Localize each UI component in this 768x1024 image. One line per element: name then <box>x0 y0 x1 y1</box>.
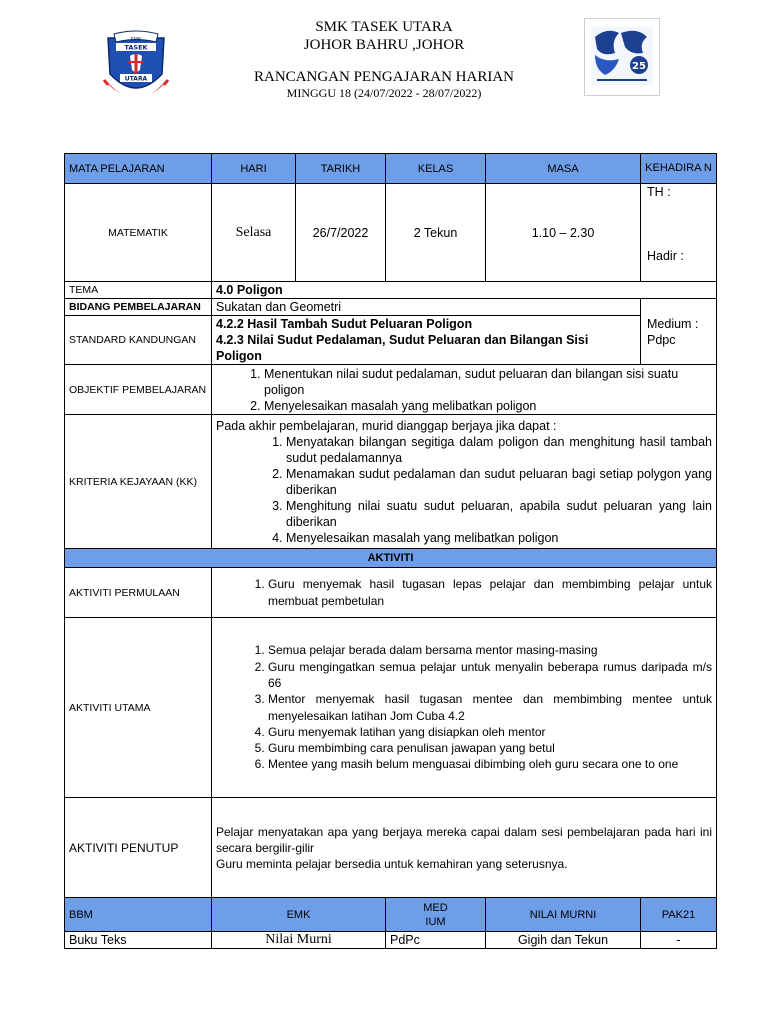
utama-item: 2. Guru mengingatkan semua pelajar untuk menyalin beberapa rumus daripada m/s 66 <box>268 659 712 692</box>
kriteria-item: 1. Menyatakan bilangan segitiga dalam poligon dan menghitung hasil tambah sudut pedalamannya <box>286 434 712 466</box>
svg-text:SMK: SMK <box>130 37 142 43</box>
penutup-label: AKTIVITI PENUTUP <box>65 798 212 898</box>
pak21-header: PAK21 <box>641 898 717 932</box>
utama-item: 5. Guru membimbing cara penulisan jawapan yang betul <box>268 740 712 756</box>
svg-text:TASEK: TASEK <box>124 43 148 52</box>
bbm-header: BBM <box>65 898 212 932</box>
medium-value: PdPc <box>386 932 486 949</box>
kriteria-intro: Pada akhir pembelajaran, murid dianggap berjaya jika dapat : <box>216 418 557 433</box>
tema-label: TEMA <box>65 282 212 299</box>
info-values-row <box>65 184 717 282</box>
utama-row <box>65 618 717 798</box>
utama-item: 6. Mentee yang masih belum menguasai dibimbing oleh guru secara one to one <box>268 756 712 772</box>
penutup-row <box>65 798 717 898</box>
footer-header-row <box>65 898 717 932</box>
header-attendance: KEHADIRA N <box>641 154 717 184</box>
standard-value <box>212 316 641 365</box>
document-header <box>0 0 768 150</box>
penutup-cell <box>212 798 717 898</box>
standard-item: 4.2.3 Nilai Sudut Pedalaman, Sudut Peluaran dan Bilangan Sisi Poligon <box>216 333 589 363</box>
objektif-cell <box>212 365 717 415</box>
utama-cell <box>212 618 717 798</box>
penutup-line: Guru meminta pelajar bersedia untuk kemahiran yang seterusnya. <box>216 856 568 871</box>
objektif-item: 1. Menentukan nilai sudut pedalaman, sudut peluaran dan bilangan sisi suatu poligon <box>264 366 712 398</box>
permulaan-row <box>65 568 717 618</box>
standard-item: 4.2.2 Hasil Tambah Sudut Peluaran Poligon <box>216 317 473 331</box>
permulaan-label: AKTIVITI PERMULAAN <box>65 568 212 618</box>
attendance-hadir: Hadir : <box>647 249 684 263</box>
header-subject: MATA PELAJARAN <box>65 154 212 184</box>
tema-value: 4.0 Poligon <box>212 282 717 299</box>
aktiviti-heading-row <box>65 549 717 568</box>
header-date: TARIKH <box>296 154 386 184</box>
kriteria-label: KRITERIA KEJAYAAN (KK) <box>65 415 212 549</box>
time-value: 1.10 – 2.30 <box>486 184 641 282</box>
bidang-row <box>65 299 717 316</box>
svg-text:25: 25 <box>632 61 646 72</box>
document-title: RANCANGAN PENGAJARAN HARIAN <box>253 69 514 85</box>
bbm-value: Buku Teks <box>65 932 212 949</box>
header-time: MASA <box>486 154 641 184</box>
anniversary-logo <box>584 18 660 96</box>
standard-label: STANDARD KANDUNGAN <box>65 316 212 365</box>
kriteria-item: 2. Menamakan sudut pedalaman dan sudut peluaran bagi setiap polygon yang diberikan <box>286 466 712 498</box>
utama-label: AKTIVITI UTAMA <box>65 618 212 798</box>
nilai-header: NILAI MURNI <box>486 898 641 932</box>
standard-row <box>65 316 717 365</box>
date-value: 26/7/2022 <box>296 184 386 282</box>
bidang-label: BIDANG PEMBELAJARAN <box>65 299 212 316</box>
nilai-value: Gigih dan Tekun <box>486 932 641 949</box>
kriteria-row <box>65 415 717 549</box>
objektif-label: OBJEKTIF PEMBELAJARAN <box>65 365 212 415</box>
medium-note: Medium : Pdpc <box>641 299 717 365</box>
class-value: 2 Tekun <box>386 184 486 282</box>
permulaan-cell <box>212 568 717 618</box>
medium-header: MED IUM <box>386 898 486 932</box>
emk-value: Nilai Murni <box>212 932 386 949</box>
kriteria-cell <box>212 415 717 549</box>
permulaan-item: 1. Guru menyemak hasil tugasan lepas pelajar dan membimbing pelajar untuk membuat pembetulan <box>268 576 712 609</box>
tema-row <box>65 282 717 299</box>
emk-header: EMK <box>212 898 386 932</box>
header-day: HARI <box>212 154 296 184</box>
svg-text:UTARA: UTARA <box>124 75 148 83</box>
subject-value: MATEMATIK <box>65 184 212 282</box>
day-value: Selasa <box>212 184 296 282</box>
school-name: SMK TASEK UTARA <box>315 19 453 35</box>
attendance-cell <box>641 184 717 282</box>
kriteria-item: 3. Menghitung nilai suatu sudut peluaran, apabila sudut peluaran yang lain diberikan <box>286 498 712 530</box>
objektif-row <box>65 365 717 415</box>
week-range: MINGGU 18 (24/07/2022 - 28/07/2022) <box>286 86 482 100</box>
pak21-value: - <box>641 932 717 949</box>
utama-item: 4. Guru menyemak latihan yang disiapkan oleh mentor <box>268 724 712 740</box>
attendance-th: TH : <box>647 185 671 199</box>
bidang-value: Sukatan dan Geometri <box>212 299 641 316</box>
utama-item: 1. Semua pelajar berada dalam bersama mentor masing-masing <box>268 642 712 658</box>
school-city: JOHOR BAHRU ,JOHOR <box>303 37 465 53</box>
objektif-item: 2. Menyelesaikan masalah yang melibatkan poligon <box>264 398 712 414</box>
utama-item: 3. Mentor menyemak hasil tugasan mentee dan membimbing mentee untuk menyelesaikan latihan Jom Cuba 4.2 <box>268 691 712 724</box>
footer-values-row <box>65 932 717 949</box>
penutup-line: Pelajar menyatakan apa yang berjaya mereka capai dalam sesi pembelajaran pada hari ini secara bergilir-gilir <box>216 824 712 855</box>
aktiviti-heading: AKTIVITI <box>65 549 717 568</box>
lesson-plan-table <box>64 153 717 949</box>
header-class: KELAS <box>386 154 486 184</box>
kriteria-item: 4. Menyelesaikan masalah yang melibatkan poligon <box>286 530 712 546</box>
info-header-row <box>65 154 717 184</box>
